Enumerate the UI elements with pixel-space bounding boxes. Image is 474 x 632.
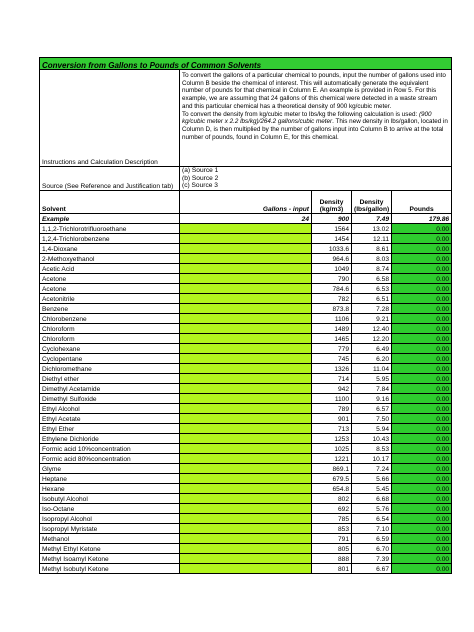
density-kg-cell: 1049 xyxy=(312,263,352,273)
density-lbs-cell: 6.57 xyxy=(352,403,392,413)
pounds-cell: 0.00 xyxy=(392,283,452,293)
pounds-cell: 0.00 xyxy=(392,553,452,563)
density-lbs-cell: 6.51 xyxy=(352,293,392,303)
gallons-input-cell[interactable] xyxy=(180,483,312,493)
gallons-input-cell[interactable] xyxy=(180,563,312,573)
solvent-name: Acetonitrile xyxy=(40,293,180,303)
density-lbs-cell: 6.54 xyxy=(352,513,392,523)
density-kg-cell: 942 xyxy=(312,383,352,393)
density-kg-cell: 713 xyxy=(312,423,352,433)
gallons-input-cell[interactable] xyxy=(180,523,312,533)
example-row xyxy=(40,213,452,223)
pounds-cell: 0.00 xyxy=(392,543,452,553)
solvent-name: 1,1,2-Trichlorotrifluoroethane xyxy=(40,223,180,233)
gallons-input-cell[interactable] xyxy=(180,453,312,463)
gallons-input-cell[interactable] xyxy=(180,373,312,383)
source-item: (a) Source 1 xyxy=(182,167,219,174)
density-kg-cell: 1326 xyxy=(312,363,352,373)
density-kg-cell: 869.1 xyxy=(312,463,352,473)
solvent-name: Acetic Acid xyxy=(40,263,180,273)
header-density-kg: Density (kg/m3) xyxy=(312,190,352,213)
solvent-name: Iso-Octane xyxy=(40,503,180,513)
density-lbs-cell: 11.04 xyxy=(352,363,392,373)
gallons-input-cell[interactable] xyxy=(180,283,312,293)
density-lbs-cell: 6.59 xyxy=(352,533,392,543)
pounds-cell: 0.00 xyxy=(392,313,452,323)
pounds-cell: 0.00 xyxy=(392,383,452,393)
gallons-input-cell[interactable] xyxy=(180,403,312,413)
pounds-cell: 0.00 xyxy=(392,343,452,353)
gallons-input-cell[interactable] xyxy=(180,503,312,513)
solvent-name: Methyl Isobutyl Ketone xyxy=(40,563,180,573)
solvent-name: Isobutyl Alcohol xyxy=(40,493,180,503)
density-kg-cell: 745 xyxy=(312,353,352,363)
solvent-name: Chloroform xyxy=(40,333,180,343)
pounds-cell: 0.00 xyxy=(392,363,452,373)
density-lbs-cell: 7.39 xyxy=(352,553,392,563)
solvent-name: Benzene xyxy=(40,303,180,313)
table-row xyxy=(40,343,452,353)
density-kg-cell: 1221 xyxy=(312,453,352,463)
density-lbs-cell: 6.20 xyxy=(352,353,392,363)
pounds-cell: 0.00 xyxy=(392,243,452,253)
gallons-input-cell[interactable] xyxy=(180,553,312,563)
table-row xyxy=(40,303,452,313)
table-row xyxy=(40,443,452,453)
source-item: (c) Source 3 xyxy=(182,182,218,189)
density-kg-cell: 782 xyxy=(312,293,352,303)
density-lbs-cell: 6.67 xyxy=(352,563,392,573)
solvent-name: Diethyl ether xyxy=(40,373,180,383)
density-lbs-cell: 10.17 xyxy=(352,453,392,463)
solvent-name: Acetone xyxy=(40,283,180,293)
example-density-lbs: 7.49 xyxy=(352,213,392,223)
density-kg-cell: 853 xyxy=(312,523,352,533)
density-kg-cell: 1033.6 xyxy=(312,243,352,253)
density-lbs-cell: 5.66 xyxy=(352,473,392,483)
pounds-cell: 0.00 xyxy=(392,513,452,523)
pounds-cell: 0.00 xyxy=(392,523,452,533)
density-kg-cell: 873.8 xyxy=(312,303,352,313)
pounds-cell: 0.00 xyxy=(392,503,452,513)
pounds-cell: 0.00 xyxy=(392,273,452,283)
table-row xyxy=(40,453,452,463)
density-kg-cell: 1564 xyxy=(312,223,352,233)
density-lbs-cell: 7.10 xyxy=(352,523,392,533)
table-row xyxy=(40,273,452,283)
density-lbs-cell: 6.53 xyxy=(352,283,392,293)
solvent-name: Chlorobenzene xyxy=(40,313,180,323)
density-lbs-cell: 8.61 xyxy=(352,243,392,253)
pounds-cell: 0.00 xyxy=(392,333,452,343)
solvent-name: 1,2,4-Trichlorobenzene xyxy=(40,233,180,243)
table-row xyxy=(40,313,452,323)
solvent-name: Formic acid 80%concentration xyxy=(40,453,180,463)
gallons-input-cell[interactable] xyxy=(180,423,312,433)
source-item: (b) Source 2 xyxy=(182,174,219,182)
pounds-cell: 0.00 xyxy=(392,253,452,263)
table-row xyxy=(40,283,452,293)
gallons-input-cell[interactable] xyxy=(180,513,312,523)
density-lbs-cell: 7.50 xyxy=(352,413,392,423)
solvent-name: Dichloromethane xyxy=(40,363,180,373)
solvent-name: Ethyl Ether xyxy=(40,423,180,433)
table-row xyxy=(40,423,452,433)
density-lbs-cell: 8.03 xyxy=(352,253,392,263)
table-row xyxy=(40,493,452,503)
density-kg-cell: 1489 xyxy=(312,323,352,333)
solvent-name: Ethyl Alcohol xyxy=(40,403,180,413)
table-row xyxy=(40,433,452,443)
pounds-cell: 0.00 xyxy=(392,473,452,483)
table-row xyxy=(40,323,452,333)
header-gallons: Gallons - input xyxy=(180,190,312,213)
density-lbs-cell: 9.16 xyxy=(352,393,392,403)
instructions-formula: (900 kg/cubic meter x 2.2 lbs/kg)/264.2 gallons/cubic meter xyxy=(182,110,432,126)
pounds-cell: 0.00 xyxy=(392,353,452,363)
density-kg-cell: 1106 xyxy=(312,313,352,323)
density-lbs-cell: 7.84 xyxy=(352,383,392,393)
solvent-name: Dimethyl Acetamide xyxy=(40,383,180,393)
density-lbs-cell: 9.21 xyxy=(352,313,392,323)
density-kg-cell: 1025 xyxy=(312,443,352,453)
solvent-conversion-sheet xyxy=(39,57,452,574)
pounds-cell: 0.00 xyxy=(392,393,452,403)
solvent-name: Cyclopentane xyxy=(40,353,180,363)
pounds-cell: 0.00 xyxy=(392,373,452,383)
table-row xyxy=(40,293,452,303)
pounds-cell: 0.00 xyxy=(392,483,452,493)
gallons-input-cell[interactable] xyxy=(180,263,312,273)
density-kg-cell: 1454 xyxy=(312,233,352,243)
pounds-cell: 0.00 xyxy=(392,563,452,573)
example-pounds: 179.86 xyxy=(392,213,452,223)
pounds-cell: 0.00 xyxy=(392,423,452,433)
solvent-name: 2-Methoxyethanol xyxy=(40,253,180,263)
gallons-input-cell[interactable] xyxy=(180,253,312,263)
gallons-input-cell[interactable] xyxy=(180,323,312,333)
solvent-name: Methyl Ethyl Ketone xyxy=(40,543,180,553)
gallons-input-cell[interactable] xyxy=(180,273,312,283)
gallons-input-cell[interactable] xyxy=(180,353,312,363)
gallons-input-cell[interactable] xyxy=(180,393,312,403)
density-kg-cell: 654.8 xyxy=(312,483,352,493)
table-row xyxy=(40,363,452,373)
table-row xyxy=(40,223,452,233)
pounds-cell: 0.00 xyxy=(392,223,452,233)
density-kg-cell: 789 xyxy=(312,403,352,413)
density-lbs-cell: 6.70 xyxy=(352,543,392,553)
density-kg-cell: 805 xyxy=(312,543,352,553)
density-kg-cell: 791 xyxy=(312,533,352,543)
density-kg-cell: 784.6 xyxy=(312,283,352,293)
table-row xyxy=(40,393,452,403)
table-row xyxy=(40,483,452,493)
density-kg-cell: 790 xyxy=(312,273,352,283)
header-solvent: Solvent xyxy=(40,190,180,213)
density-lbs-cell: 5.95 xyxy=(352,373,392,383)
density-kg-cell: 785 xyxy=(312,513,352,523)
table-row xyxy=(40,383,452,393)
gallons-input-cell[interactable] xyxy=(180,293,312,303)
table-row xyxy=(40,533,452,543)
solvent-name: Isopropyl Myristate xyxy=(40,523,180,533)
table-row xyxy=(40,473,452,483)
pounds-cell: 0.00 xyxy=(392,263,452,273)
pounds-cell: 0.00 xyxy=(392,493,452,503)
table-row xyxy=(40,373,452,383)
solvent-name: Cyclohexane xyxy=(40,343,180,353)
pounds-cell: 0.00 xyxy=(392,233,452,243)
solvent-name: Methyl Isoamyl Ketone xyxy=(40,553,180,563)
gallons-input-cell[interactable] xyxy=(180,313,312,323)
example-name: Example xyxy=(40,213,180,223)
solvent-name: Ethyl Acetate xyxy=(40,413,180,423)
example-gallons: 24 xyxy=(180,213,312,223)
density-kg-cell: 1253 xyxy=(312,433,352,443)
gallons-input-cell[interactable] xyxy=(180,413,312,423)
gallons-input-cell[interactable] xyxy=(180,383,312,393)
instructions-label: Instructions and Calculation Description xyxy=(40,70,180,167)
density-kg-cell: 801 xyxy=(312,563,352,573)
table-row xyxy=(40,243,452,253)
gallons-input-cell[interactable] xyxy=(180,443,312,453)
solvent-name: Ethylene Dichloride xyxy=(40,433,180,443)
density-lbs-cell: 10.43 xyxy=(352,433,392,443)
density-lbs-cell: 12.40 xyxy=(352,323,392,333)
header-density-lbs: Density (lbs/gallon) xyxy=(352,190,392,213)
pounds-cell: 0.00 xyxy=(392,443,452,453)
solvent-name: Dimethyl Sulfoxide xyxy=(40,393,180,403)
table-row xyxy=(40,333,452,343)
table-row xyxy=(40,513,452,523)
density-lbs-cell: 5.76 xyxy=(352,503,392,513)
example-density-kg: 900 xyxy=(312,213,352,223)
pounds-cell: 0.00 xyxy=(392,303,452,313)
density-kg-cell: 964.6 xyxy=(312,253,352,263)
solvent-name: Methanol xyxy=(40,533,180,543)
gallons-input-cell[interactable] xyxy=(180,233,312,243)
density-lbs-cell: 8.74 xyxy=(352,263,392,273)
instructions-paragraph-2a: To convert the density from kg/cubic meter to lbs/kg the following calculation is used: xyxy=(182,110,419,118)
table-row xyxy=(40,233,452,243)
table-row xyxy=(40,543,452,553)
pounds-cell: 0.00 xyxy=(392,533,452,543)
density-lbs-cell: 13.02 xyxy=(352,223,392,233)
gallons-input-cell[interactable] xyxy=(180,333,312,343)
solvent-name: 1,4-Dioxane xyxy=(40,243,180,253)
pounds-cell: 0.00 xyxy=(392,403,452,413)
pounds-cell: 0.00 xyxy=(392,453,452,463)
density-lbs-cell: 12.11 xyxy=(352,233,392,243)
source-list xyxy=(180,167,452,191)
gallons-input-cell[interactable] xyxy=(180,223,312,233)
density-lbs-cell: 5.94 xyxy=(352,423,392,433)
gallons-input-cell[interactable] xyxy=(180,243,312,253)
solvent-name: Chloroform xyxy=(40,323,180,333)
table-row xyxy=(40,503,452,513)
table-row xyxy=(40,253,452,263)
gallons-input-cell[interactable] xyxy=(180,363,312,373)
density-kg-cell: 1465 xyxy=(312,333,352,343)
table-row xyxy=(40,263,452,273)
pounds-cell: 0.00 xyxy=(392,413,452,423)
table-row xyxy=(40,463,452,473)
density-kg-cell: 802 xyxy=(312,493,352,503)
table-row xyxy=(40,413,452,423)
gallons-input-cell[interactable] xyxy=(180,343,312,353)
solvent-name: Hexane xyxy=(40,483,180,493)
density-lbs-cell: 12.20 xyxy=(352,333,392,343)
solvent-name: Heptane xyxy=(40,473,180,483)
gallons-input-cell[interactable] xyxy=(180,493,312,503)
density-kg-cell: 679.5 xyxy=(312,473,352,483)
sheet-title: Conversion from Gallons to Pounds of Common Solvents xyxy=(40,58,452,70)
pounds-cell: 0.00 xyxy=(392,323,452,333)
pounds-cell: 0.00 xyxy=(392,463,452,473)
density-lbs-cell: 6.49 xyxy=(352,343,392,353)
gallons-input-cell[interactable] xyxy=(180,433,312,443)
pounds-cell: 0.00 xyxy=(392,433,452,443)
instructions-paragraph-1: To convert the gallons of a particular chemical to pounds, input the number of gallons used into Column B beside the chemical of interest. This will automatically generate the equivalent number of pounds for that chemical in Column E. An example is provided in Row 5. For this example, we are assuming that 24 gallons of this chemical were detected in a waste stream and this particular chemical has a theoretical density of 900 kg/cubic meter. xyxy=(182,72,446,110)
instructions-paragraph-2b: . This new density in lbs/gallon, located in Column D, is then multiplied by the number of gallons input into Column B to arrive at the total number of pounds, found in Column E, for this chemical. xyxy=(182,118,448,141)
density-kg-cell: 901 xyxy=(312,413,352,423)
density-kg-cell: 714 xyxy=(312,373,352,383)
solvent-name: Acetone xyxy=(40,273,180,283)
gallons-input-cell[interactable] xyxy=(180,473,312,483)
density-kg-cell: 779 xyxy=(312,343,352,353)
density-kg-cell: 888 xyxy=(312,553,352,563)
solvent-name: Formic acid 10%concentration xyxy=(40,443,180,453)
table-row xyxy=(40,403,452,413)
solvent-name: Isopropyl Alcohol xyxy=(40,513,180,523)
density-kg-cell: 1100 xyxy=(312,393,352,403)
gallons-input-cell[interactable] xyxy=(180,303,312,313)
density-lbs-cell: 8.53 xyxy=(352,443,392,453)
table-row xyxy=(40,553,452,563)
density-lbs-cell: 7.24 xyxy=(352,463,392,473)
density-kg-cell: 692 xyxy=(312,503,352,513)
gallons-input-cell[interactable] xyxy=(180,463,312,473)
instructions-text xyxy=(180,70,452,167)
header-row xyxy=(40,190,452,213)
table-row xyxy=(40,523,452,533)
header-pounds: Pounds xyxy=(392,190,452,213)
solvent-name: Glyme xyxy=(40,463,180,473)
density-lbs-cell: 6.68 xyxy=(352,493,392,503)
density-lbs-cell: 5.45 xyxy=(352,483,392,493)
gallons-input-cell[interactable] xyxy=(180,543,312,553)
table-row xyxy=(40,563,452,573)
density-lbs-cell: 6.58 xyxy=(352,273,392,283)
source-label: Source (See Reference and Justification tab) xyxy=(40,167,180,191)
pounds-cell: 0.00 xyxy=(392,293,452,303)
gallons-input-cell[interactable] xyxy=(180,533,312,543)
density-lbs-cell: 7.28 xyxy=(352,303,392,313)
table-row xyxy=(40,353,452,363)
